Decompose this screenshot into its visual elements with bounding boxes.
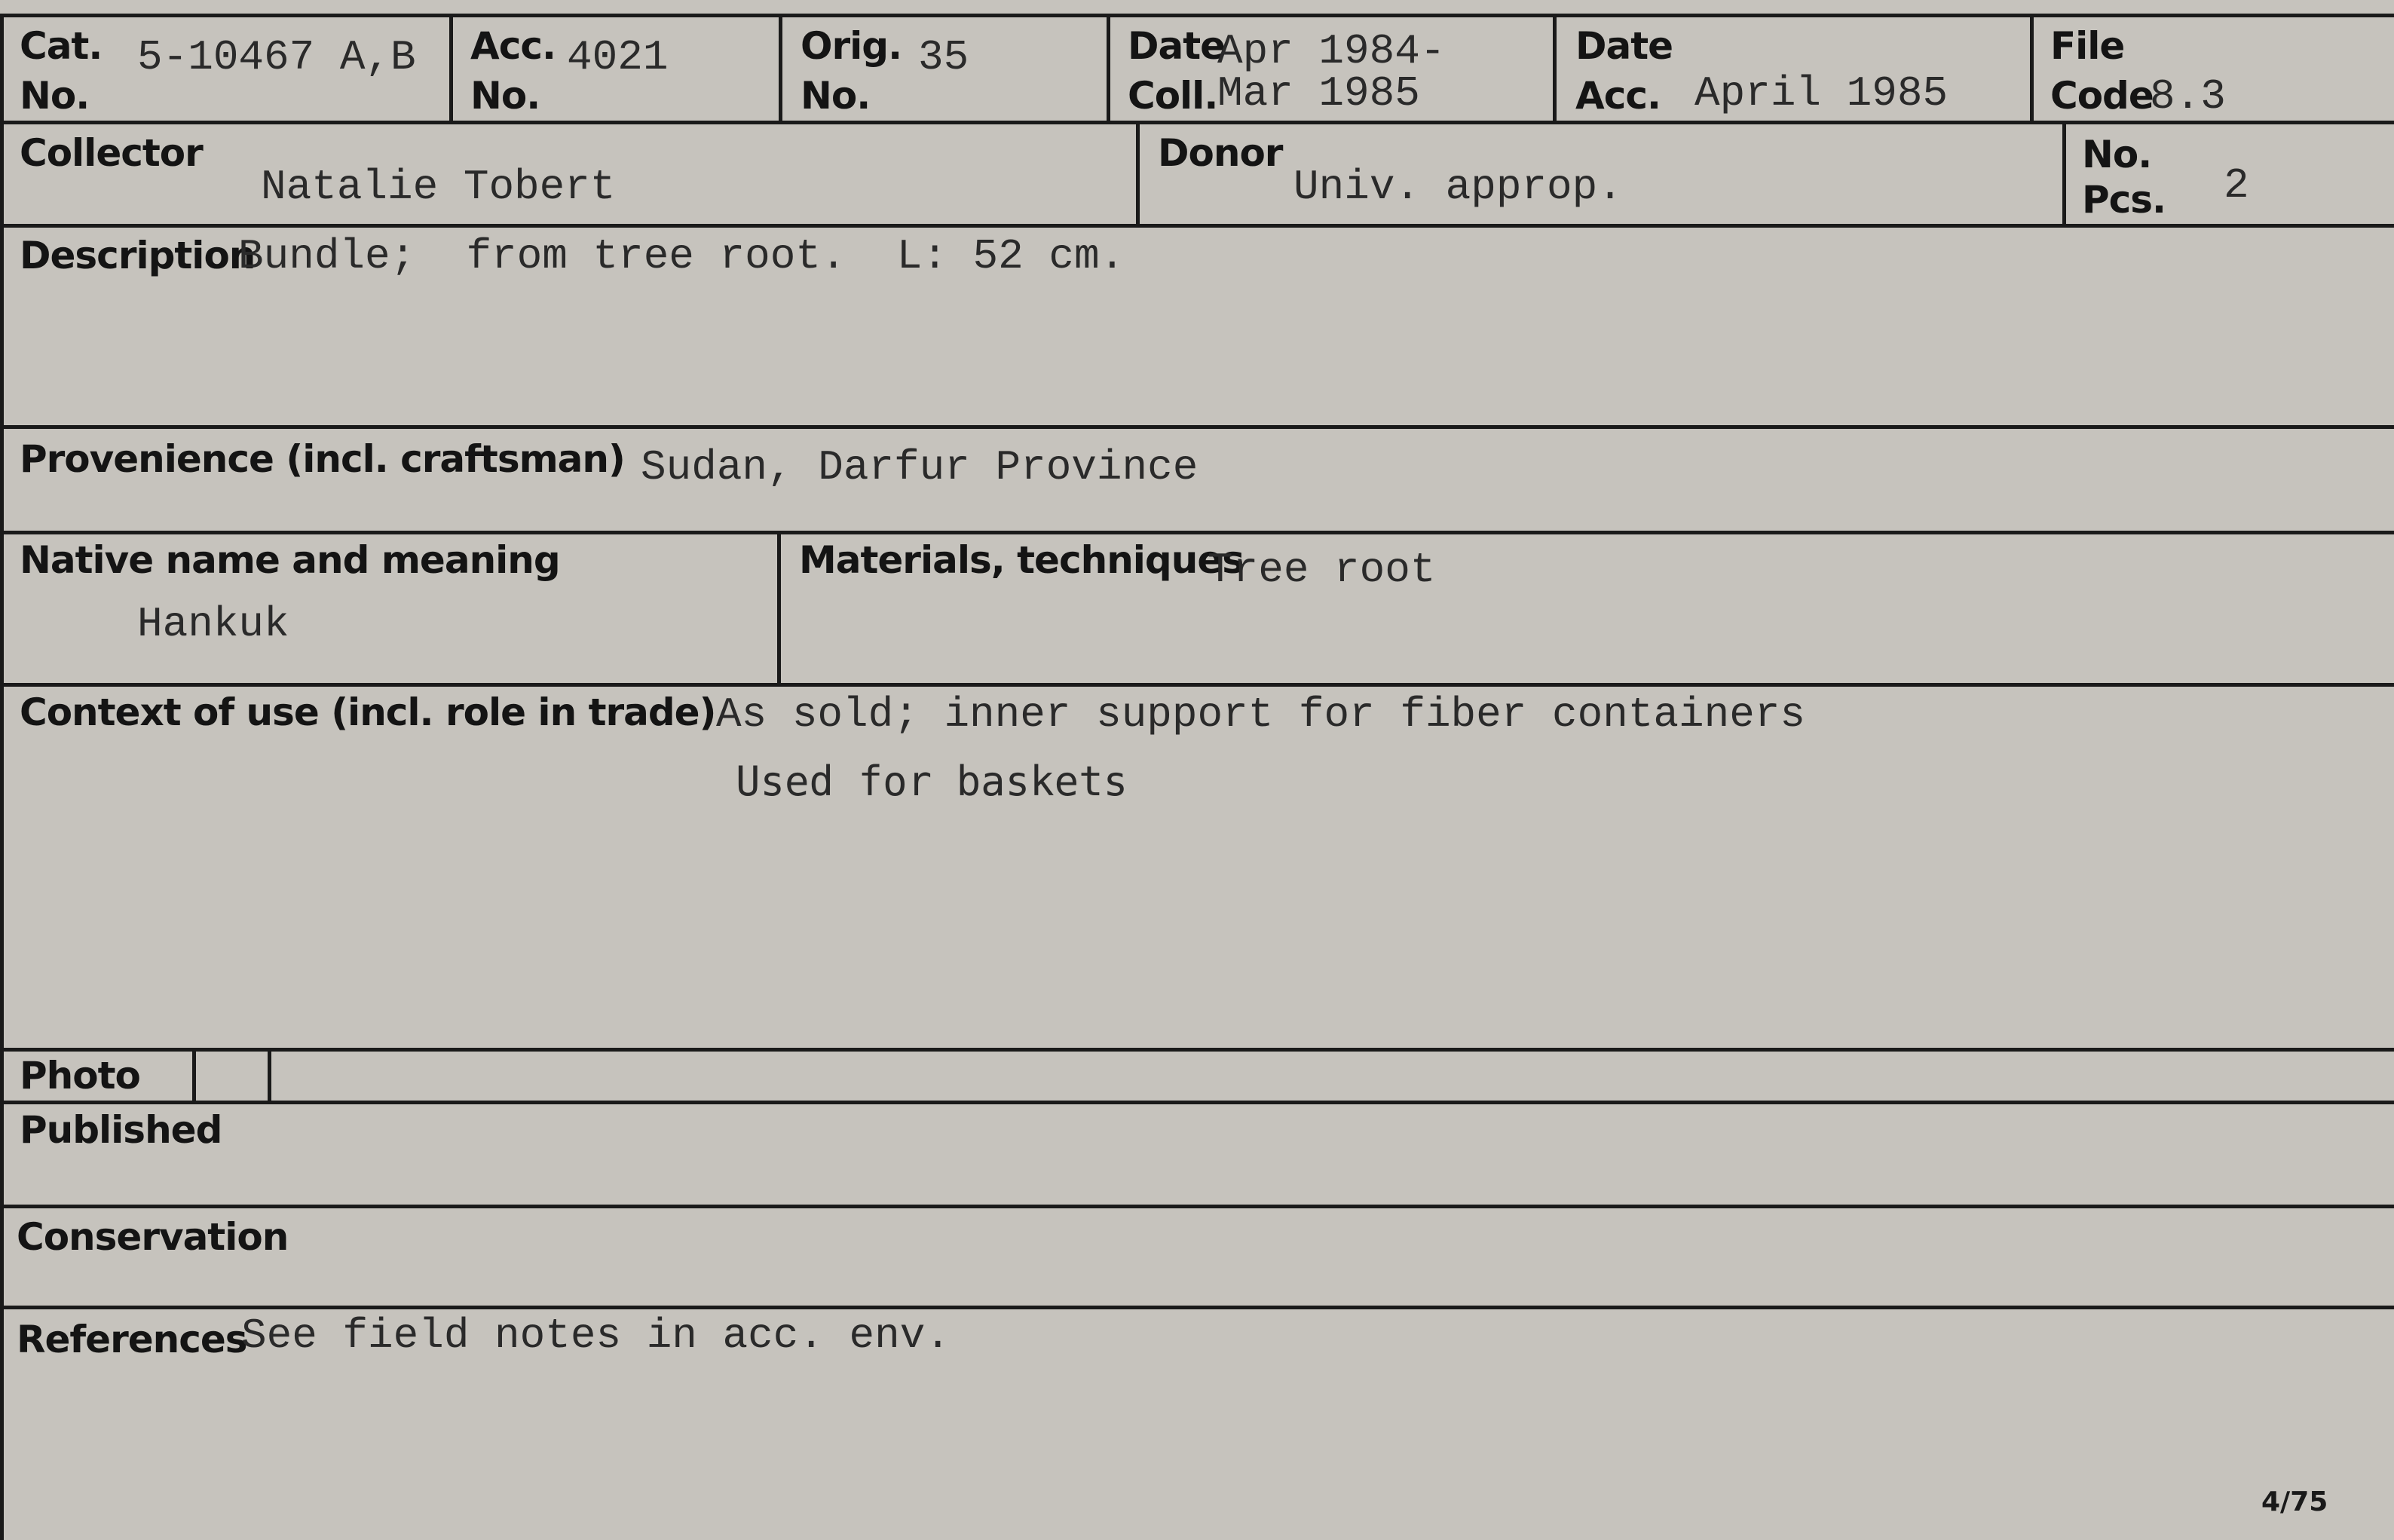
rule-photo-bottom <box>0 1101 2394 1104</box>
vrule-acc-orig <box>779 14 782 123</box>
context-label: Context of use (incl. role in trade) <box>20 690 716 734</box>
donor-value: Univ. approp. <box>1293 163 1623 211</box>
native-name-value: Hankuk <box>137 600 289 648</box>
rule-top <box>0 14 2394 17</box>
vrule-orig-date <box>1107 14 1110 123</box>
form-code: 4/75 <box>2261 1486 2328 1517</box>
rule-published-bottom <box>0 1205 2394 1208</box>
description-value: Bundle; from tree root. L: 52 cm. <box>238 232 1125 280</box>
context-value-line1: As sold; inner support for fiber containers <box>716 690 1806 739</box>
collector-value: Natalie Tobert <box>261 163 616 211</box>
file-code-label-top: File <box>2050 24 2125 68</box>
cat-label-top: Cat. <box>20 24 103 68</box>
vrule-date-acc <box>1553 14 1557 123</box>
rule-provenience-bottom <box>0 531 2394 534</box>
pcs-value: 2 <box>2224 161 2249 210</box>
rule-collector-bottom <box>0 224 2394 228</box>
vrule-photo-1 <box>192 1048 196 1103</box>
references-value: See field notes in acc. env. <box>241 1312 951 1360</box>
provenience-label: Provenience (incl. craftsman) <box>20 437 625 481</box>
vrule-donor-pcs <box>2062 121 2066 226</box>
date-coll-value-line1: Apr 1984- <box>1217 27 1446 75</box>
published-label: Published <box>20 1108 222 1152</box>
conservation-label: Conservation <box>17 1215 289 1259</box>
materials-label: Materials, techniques <box>799 538 1244 582</box>
references-label: References <box>17 1318 247 1361</box>
rule-description-bottom <box>0 425 2394 429</box>
vrule-acc-file <box>2030 14 2034 123</box>
vrule-photo-2 <box>268 1048 271 1103</box>
provenience-value: Sudan, Darfur Province <box>641 443 1199 491</box>
vrule-native-materials <box>777 531 781 685</box>
date-acc-label-bottom: Acc. <box>1575 74 1661 118</box>
file-code-value: 8.3 <box>2150 72 2226 121</box>
donor-label: Donor <box>1158 131 1283 175</box>
cat-label-bottom: No. <box>20 74 90 118</box>
orig-number-value: 35 <box>918 33 969 81</box>
date-coll-label-bottom: Coll. <box>1128 74 1218 118</box>
vrule-cat-acc <box>449 14 453 123</box>
pcs-label-top: No. <box>2082 133 2152 176</box>
rule-context-bottom <box>0 1048 2394 1052</box>
rule-header-bottom <box>0 121 2394 124</box>
acc-number-value: 4021 <box>567 33 669 81</box>
rule-conservation-bottom <box>0 1306 2394 1309</box>
orig-label-top: Orig. <box>801 24 902 68</box>
description-label: Description <box>20 234 256 277</box>
date-coll-label-top: Date <box>1128 24 1226 68</box>
collector-label: Collector <box>20 131 203 175</box>
vrule-left <box>0 14 4 1540</box>
date-acc-label-top: Date <box>1575 24 1673 68</box>
native-name-label: Native name and meaning <box>20 538 560 582</box>
rule-native-bottom <box>0 683 2394 687</box>
date-acc-value: April 1985 <box>1694 69 1949 118</box>
acc-label-bottom: No. <box>470 74 540 118</box>
date-coll-value-line2: Mar 1985 <box>1217 69 1420 118</box>
photo-label: Photo <box>20 1054 140 1098</box>
orig-label-bottom: No. <box>801 74 871 118</box>
file-code-label-bottom: Code <box>2050 74 2154 118</box>
vrule-collector-donor <box>1136 121 1140 226</box>
materials-value: Tree root <box>1208 546 1436 594</box>
pcs-label-bottom: Pcs. <box>2082 178 2166 222</box>
context-value-line2: Used for baskets <box>736 758 1128 805</box>
acc-label-top: Acc. <box>470 24 556 68</box>
cat-number-value: 5-10467 A,B <box>137 33 416 81</box>
